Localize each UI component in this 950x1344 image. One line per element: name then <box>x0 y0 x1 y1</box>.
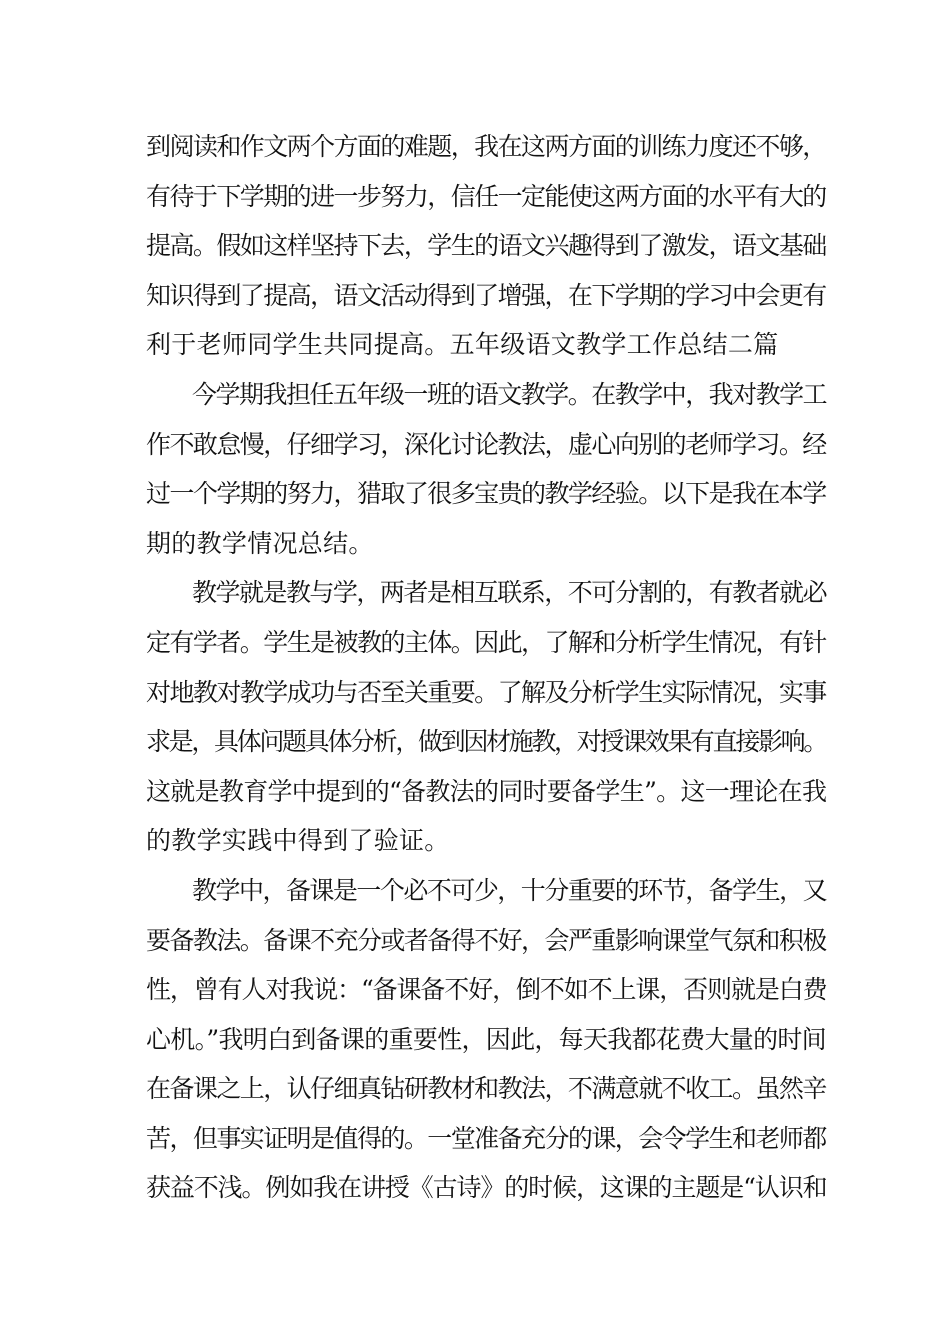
text-line: 在备课之上，认仔细真钻研教材和教法，不满意就不收工。虽然辛 <box>146 1074 826 1104</box>
text-line: 苦，但事实证明是值得的。一堂准备充分的课，会令学生和老师都 <box>146 1123 826 1153</box>
text-line: 利于老师同学生共同提高。五年级语文教学工作总结二篇 <box>146 330 779 360</box>
text-line: 获益不浅。例如我在讲授《古诗》的时候，这课的主题是“认识和 <box>146 1173 827 1203</box>
text-line: 过一个学期的努力，猎取了很多宝贵的教学经验。以下是我在本学 <box>146 479 826 509</box>
text-line: 心机。”我明白到备课的重要性，因此，每天我都花费大量的时间 <box>146 1024 826 1054</box>
text-line: 作不敢怠慢，仔细学习，深化讨论教法，虚心向别的老师学习。经 <box>146 429 826 459</box>
text-line: 到阅读和作文两个方面的难题，我在这两方面的训练力度还不够， <box>146 132 826 161</box>
text-line: 定有学者。学生是被教的主体。因此，了解和分析学生情况，有针 <box>146 627 826 657</box>
text-line: 有待于下学期的进一步努力，信任一定能使这两方面的水平有大的 <box>146 181 826 211</box>
text-line: 求是，具体问题具体分析，做到因材施教，对授课效果有直接影响。 <box>146 727 827 757</box>
paragraph-first-line: 今学期我担任五年级一班的语文教学。在教学中，我对教学工 <box>192 379 827 409</box>
paragraph-first-line: 教学中，备课是一个必不可少，十分重要的环节，备学生，又 <box>192 875 827 905</box>
text-line: 性，曾有人对我说：“备课备不好，倒不如不上课，否则就是白费 <box>146 975 827 1005</box>
text-line: 的教学实践中得到了验证。 <box>146 826 450 856</box>
body-text <box>146 122 826 1213</box>
text-line: 要备教法。备课不充分或者备得不好，会严重影响课堂气氛和积极 <box>146 925 826 955</box>
text-line: 期的教学情况总结。 <box>146 528 374 558</box>
text-line: 对地教对教学成功与否至关重要。了解及分析学生实际情况，实事 <box>146 677 826 707</box>
paragraph-first-line: 教学就是教与学，两者是相互联系，不可分割的，有教者就必 <box>192 578 827 608</box>
text-line: 提高。假如这样坚持下去，学生的语文兴趣得到了激发，语文基础 <box>146 231 826 261</box>
text-line: 这就是教育学中提到的“备教法的同时要备学生”。这一理论在我 <box>146 776 827 806</box>
text-line: 知识得到了提高，语文活动得到了增强，在下学期的学习中会更有 <box>146 280 826 310</box>
